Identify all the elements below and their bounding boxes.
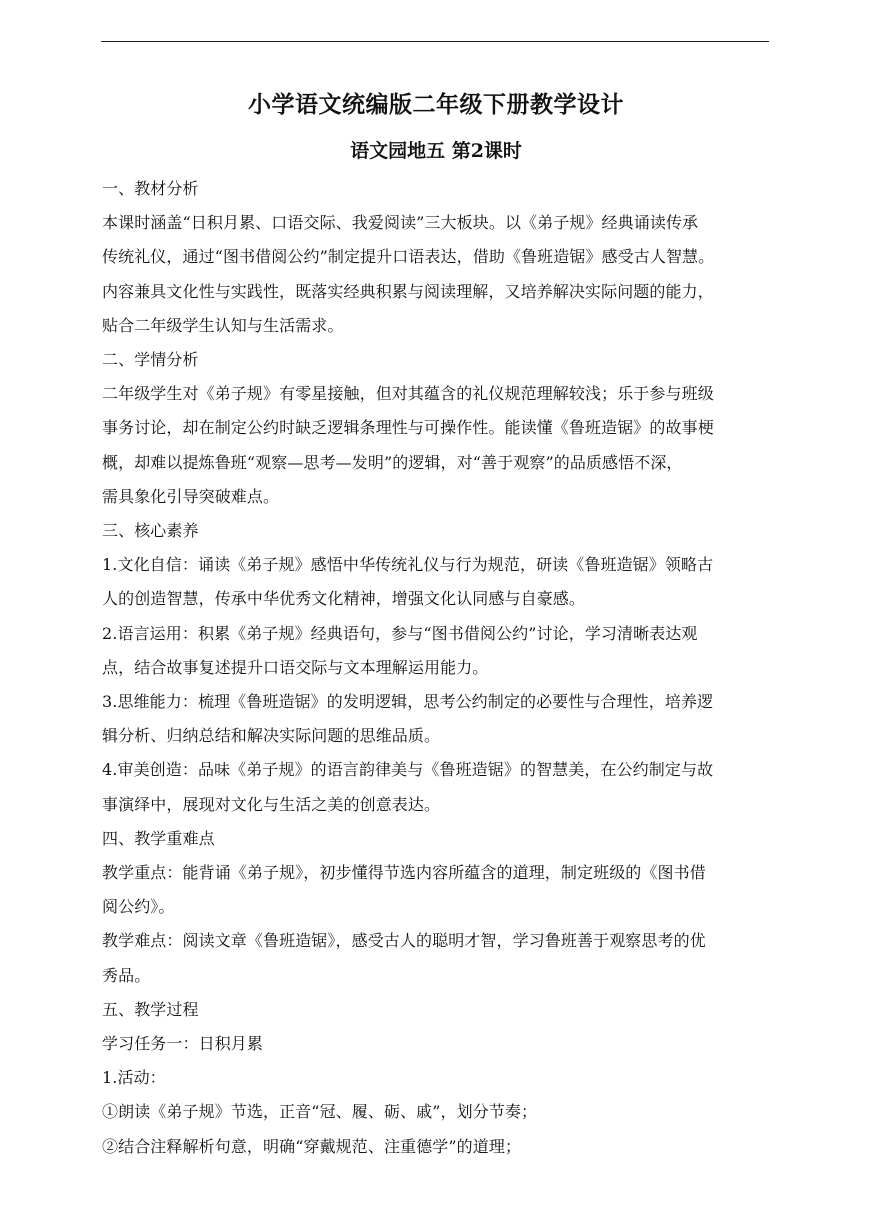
document-body (102, 88, 770, 1164)
header-rule (101, 41, 769, 42)
text-line: 事务讨论，却在制定公约时缺乏逻辑条理性与可操作性。能读懂《鲁班造锯》的故事梗 (102, 418, 714, 438)
section-heading: 三、核心素养 (102, 521, 199, 541)
section-heading: 一、教材分析 (102, 179, 199, 198)
text-line: 本课时涵盖“日积月累、口语交际、我爱阅读”三大板块。以《弟子规》经典诵读传承 (102, 213, 699, 233)
text-line: 贴合二年级学生认知与生活需求。 (102, 315, 344, 335)
section-student-analysis (102, 343, 770, 514)
text-line: 需具象化引导突破难点。 (102, 486, 280, 506)
text-line: 点，结合故事复述提升口语交际与文本理解运用能力。 (102, 657, 489, 677)
paragraph (102, 548, 770, 616)
text-line: 教学难点：阅读文章《鲁班造锯》，感受古人的聪明才智，学习鲁班善于观察思考的优 (102, 931, 706, 951)
paragraph (102, 856, 770, 924)
text-line: 概，却难以提炼鲁班“观察—思考—发明”的逻辑，对“善于观察”的品质感悟不深， (102, 452, 683, 472)
text-line: 3.思维能力：梳理《鲁班造锯》的发明逻辑，思考公约制定的必要性与合理性，培养逻 (102, 692, 714, 712)
text-line: 二年级学生对《弟子规》有零星接触，但对其蕴含的礼仪规范理解较浅；乐于参与班级 (102, 384, 714, 404)
activity-step: ①朗读《弟子规》节选，正音“冠、履、砺、戚”，划分节奏； (102, 1102, 538, 1122)
paragraph (102, 617, 770, 685)
text-line: 4.审美创造：品味《弟子规》的语言韵律美与《鲁班造锯》的智慧美，在公约制定与故 (102, 760, 714, 780)
text-line: 教学重点：能背诵《弟子规》，初步懂得节选内容所蕴含的道理，制定班级的《图书借 (102, 863, 706, 883)
paragraph (102, 753, 770, 821)
activity-step: ②结合注释解析句意，明确“穿戴规范、注重德学”的道理； (102, 1136, 522, 1156)
text-line: 秀品。 (102, 965, 151, 985)
section-textbook-analysis (102, 172, 770, 343)
text-line: 内容兼具文化性与实践性，既落实经典积累与阅读理解，又培养解决实际问题的能力， (102, 281, 714, 301)
text-line: 2.语言运用：积累《弟子规》经典语句，参与“图书借阅公约”讨论，学习清晰表达观 (102, 623, 698, 643)
text-line: 人的创造智慧，传承中华优秀文化精神，增强文化认同感与自豪感。 (102, 589, 586, 609)
paragraph (102, 377, 770, 514)
paragraph (102, 924, 770, 992)
section-heading: 二、学情分析 (102, 350, 199, 370)
text-line: 事演绎中，展现对文化与生活之美的创意表达。 (102, 794, 441, 814)
document-title: 小学语文统编版二年级下册教学设计 (248, 91, 624, 118)
activity-label: 1.活动： (102, 1068, 166, 1088)
paragraph (102, 206, 770, 343)
section-core-literacy (102, 514, 770, 822)
task-heading: 学习任务一：日积月累 (102, 1034, 264, 1054)
text-line: 阅公约》。 (102, 897, 175, 917)
section-heading: 五、教学过程 (102, 999, 199, 1019)
text-line: 辑分析、归纳总结和解决实际问题的思维品质。 (102, 726, 441, 746)
section-heading: 四、教学重难点 (102, 828, 215, 848)
paragraph (102, 685, 770, 753)
text-line: 传统礼仪，通过“图书借阅公约”制定提升口语表达，借助《鲁班造锯》感受古人智慧。 (102, 247, 715, 267)
document-subtitle: 语文园地五 第2课时 (350, 140, 522, 162)
section-teaching-process (102, 993, 770, 1164)
section-key-difficulties (102, 822, 770, 993)
text-line: 1.文化自信：诵读《弟子规》感悟中华传统礼仪与行为规范，研读《鲁班造锯》领略古 (102, 555, 714, 575)
